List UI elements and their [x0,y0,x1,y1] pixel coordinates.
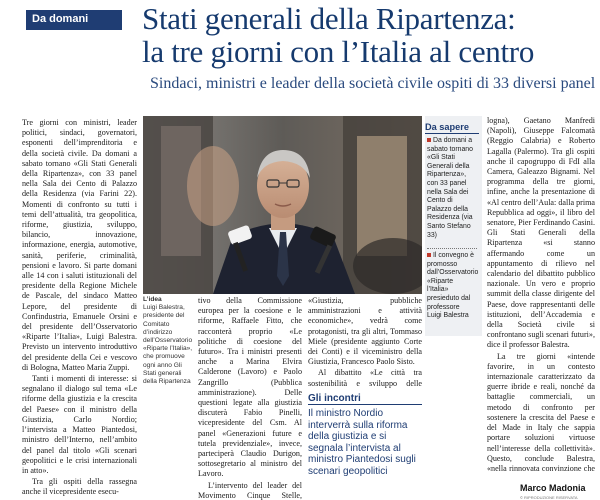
incontri-pull-quote: Il ministro Nordio interverrà sulla riforma della giustizia e si segnala l’intervista al ministro Piantedosi sugli scenari geopolitici [308,408,416,477]
sapere-label: Da sapere [425,122,469,132]
headline-line-2: la tre giorni con l’Italia al centro [142,34,535,69]
article-column-4 [487,116,595,474]
article-column-2 [198,296,302,500]
paragraph: logna), Gaetano Manfredi (Napoli), Giuseppe Falcomatà (Reggio Calabria) e Roberto Lagalla (Palermo). Tra gli ospiti anche il capogruppo di FdI alla Camera, Galeazzo Bignami. Nel programma della tre giorni, infine, anche la presentazione di «Al centro dell’Aula: dalla prima Repubblica ad oggi», il libro del senatore, Pier Ferdinando Casini. Gli Stati Generali della Ripartenza «si stanno affermando come un appuntamento di rilievo nel calendario del dibattito pubblico nazionale. Un vero e proprio summit della classe dirigente del Paese, dove rappresentanti delle istituzioni, dell’Accademia e della Società civile si confrontano sugli scenari futuri», dice il professor Balestra. [487,116,595,350]
subheadline: Sindaci, ministri e leader della società civile ospiti di 33 diversi panel [150,75,596,92]
photo-caption [143,296,193,386]
caption-title: L’idea [143,296,162,303]
portrait-photo [143,116,422,294]
paragraph: L’intervento del leader del Movimento Cinque Stelle, [198,480,302,500]
sapere-rule [425,133,479,134]
incontri-rule [308,404,422,405]
sapere-item-text: Il convegno è promosso dall’Osservatorio «Riparte l’Italia» presieduto dal professore Luigi Balestra [427,252,479,320]
paragraph: Al dibattito «Le città tra sostenibilità e sviluppo delle [308,368,422,388]
article-column-3 [308,296,422,390]
paragraph: La tre giorni «intende favorire, in un contesto internazionale caratterizzato da guerre ibride e reali, nonché da battaglie commerciali, un metodo di confronto per sostenere la crescita del Paese e del Made in Italy che sappia portare soluzioni virtuose nell’interesse della collettività». Questo, conclude Balestra, «nella rinnovata convinzione che [487,351,595,473]
sapere-item-text: Da domani a sabato tornano «Gli Stati Generali della Ripartenza», con 33 panel nella Sala dei Cento di Palazzo della Residenza (via Santo Stefano 33) [427,137,473,239]
section-rule [26,28,122,30]
caption-text: Luigi Balestra, presidente del Comitato d’indirizzo dell’Osservatorio «Riparte l’Italia», che promuove ogni anno Gli Stati generali della Ripartenza [143,304,193,386]
sapere-item [427,252,479,321]
bullet-icon [427,138,431,142]
article-photo [143,116,422,294]
paragraph: Tre giorni con ministri, leader politici, sindaci, governatori, esponenti dell’imprenditoria e della società civile. Da domani a sabato tornano «Gli Stati Generali della Ripartenza», con 33 panel nella Sala dei Cento di Palazzo della Residenza (via Farini 22). Momenti di confronto su tutti i temi dell’attualità, tra geopolitica, riforme, giustizia, sviluppo, bilancio, innovazione, informazione, energia, automotive, sanità, periferie, criminalità, pensioni e lavoro. Si parte domani alle 14 con i saluti istituzionali del presidente della Regione Michele de Pascale, del sindaco Matteo Lepore, del presidente di Confindustria, Emanuele Orsini e del presidente dell’Osservatorio «Riparte l’Italia», Luigi Balestra. Previsto un intervento introduttivo del presidente della Cei e vescovo di Bologna, Matteo Maria Zuppi. [22,118,137,372]
author-signature: Marco Madonia [520,483,586,493]
paragraph: tivo della Commissione europea per la coesione e le riforme, Raffaele Fitto, che racconterà proprio «Le politiche di coesione del futuro». Tra i ministri presenti anche a Marina Elvira Calderone (Lavoro) e Paolo Zangrillo (Pubblica amministrazione). Delle questioni legate alla giustizia discuterà Fabio Pinelli, vicepresidente del Csm. Al panel «Generazioni future e tutela previdenziale», invece, parteciperà Claudio Durigon, sottosegretario al ministro del Lavoro. [198,296,302,479]
paragraph: Tra gli ospiti della rassegna anche il vicepresidente esecu- [22,477,137,497]
headline [142,2,594,68]
reproduction-notice: © RIPRODUZIONE RISERVATA [520,495,578,500]
headline-line-1: Stati generali della Ripartenza: [142,1,516,36]
article-column-1 [22,118,137,500]
sapere-item [427,137,476,240]
section-tag: Da domani [26,10,122,28]
incontri-label: Gli incontri [308,393,361,404]
bullet-icon [427,253,431,257]
sapere-separator [427,248,477,249]
paragraph: Tanti i momenti di interesse: si segnalano il dialogo sul tema «Le riforme della giustizia e la crescita del Paese» con il ministro della Giustizia, Carlo Nordio; l’intervista a Matteo Piantedosi, ministro dell’Interno, nell’ambito del panel dal titolo «Gli scenari geopolitici e le crisi internazionali in atto». [22,374,137,475]
paragraph: «Giustizia, pubbliche amministrazioni e attività economiche», vedrà come protagonisti, tra gli altri, Tommaso Miele (presidente aggiunto Corte dei Conti) e il viceministro della Giustizia, Francesco Paolo Sisto. [308,296,422,367]
